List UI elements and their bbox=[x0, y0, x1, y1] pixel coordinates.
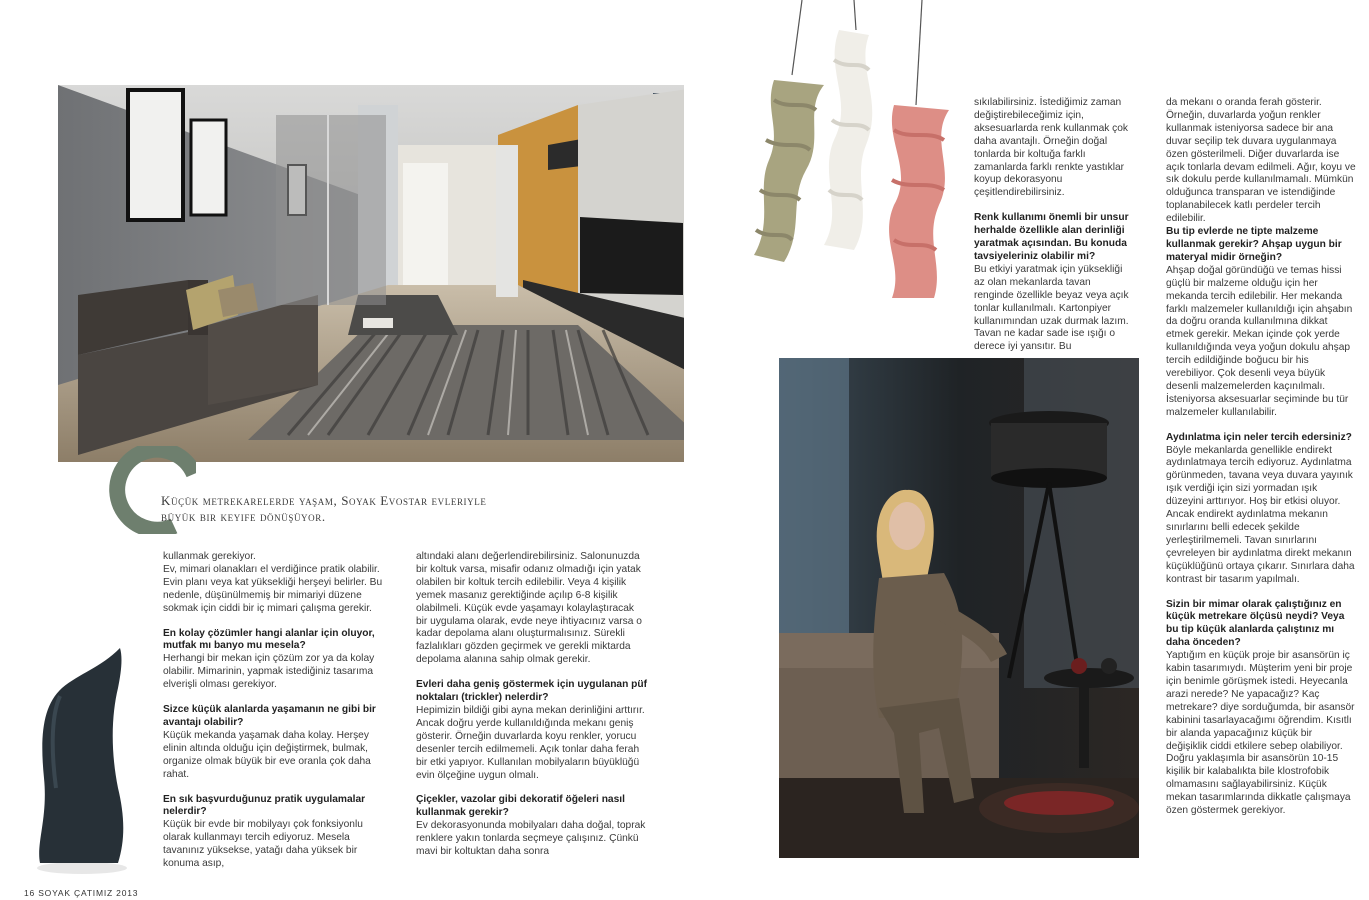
answer: Böyle mekanlarda genellikle endirekt aydınlatmaya tercih ediyoruz. Aydınlatma görünmeden, tavana veya duvara yayınık ışık verdiği için sizi yormadan ışık düzeyini arttırıyor. Hoş bir etkisi oluyor. Ancak endirekt aydınlatma mekanın sınırlarını belli edecek şekilde yerleştirilmemeli. Tavan sınırlarını çevreleyen bir aydınlatma direkt mekanın küçüklüğünü ortaya çıkarır. Sınırlara daha kontrast bir tasarım yapılmalı. bbox=[1166, 444, 1355, 585]
qa-block bbox=[163, 704, 393, 781]
col-intro: kullanmak gerekiyor. Ev, mimari olanakları el verdiğince pratik olabilir. Evin planı veya kat yüksekliği herşeyi belirler. Bu nedenle, düşünülmemiş bir mimariyi düzene sokmak için ciddi bir iç mimari çalışma gerekir. bbox=[163, 551, 383, 614]
question: Sizin bir mimar olarak çalıştığınız en küçük metrekare ölçüsü neydi? Veya bu tip küçük alanlarda çalıştınız mı daha önceden? bbox=[1166, 598, 1345, 649]
answer: Yaptığım en küçük proje bir asansörün iç kabin tasarımıydı. Müşterim yeni bir proje için benimle görüşmek istedi. Heyecanla arazi nerede? Ne yapacağız? Kaç metrekare? diye sorduğumda, bir asansör kabinini tasarlayacağımı öğrendim. Kısıtlı bir alanda yapacağınız küçük bir değişiklik ciddi etkilere sebep olabiliyor. Doğru yaklaşımla bir asansörün 10-15 kişilik bir kalabalıkta bile klostrofobik olmamasını sağlayabilirsiniz. Küçük mekan tasarımlarında dikkatle çalışmaya özen göstermek gerekiyor. bbox=[1166, 650, 1355, 817]
qa-block bbox=[416, 679, 648, 782]
question: Renk kullanımı önemli bir unsur herhalde özellikle alan derinliği yaratmak açısından. Bu konuda tavsiyeleriniz olabilir mi? bbox=[974, 212, 1129, 262]
living-room-photo bbox=[58, 85, 715, 462]
left-page bbox=[0, 0, 684, 900]
answer: Küçük bir evde bir mobilyayı çok fonksiyonlu olarak kullanmayı tercih ediyoruz. Mesela tavanınız yüksekse, yatağı daha yüksek bir konuma asıp, bbox=[163, 819, 363, 870]
right-page bbox=[684, 0, 1369, 900]
qa-block bbox=[163, 794, 393, 871]
question: Sizce küçük alanlarda yaşamanın ne gibi bir avantajı olabilir? bbox=[163, 704, 376, 728]
caption-line-2: büyük bir keyife dönüşüyor. bbox=[161, 509, 326, 524]
col-intro: da mekanı o oranda ferah gösterir. Örneğin, duvarlarda yoğun renkler kullanmak isteniyorsa sadece bir ana duvar seçilip tek duvara uygulanmaya özen gösterilmeli. Diğer duvarlarda ise açık tonlarla devam edilmeli. Ağır, koyu ve sık dokulu perde kullanılmamalı. Mümkün olduğunca transparan ve istendiğinde toplanabilecek katlı perdeler tercih edilebilir. bbox=[1166, 97, 1356, 225]
right-column-1 bbox=[974, 97, 1132, 366]
qa-block bbox=[1166, 432, 1356, 587]
question: Çiçekler, vazolar gibi dekoratif öğeleri nasıl kullanmak gerekir? bbox=[416, 794, 625, 819]
vase-photo bbox=[0, 628, 160, 880]
answer: Ahşap doğal göründüğü ve temas hissi güçlü bir malzeme olduğu için her mekanda tercih edilebilir. Her mekanda farklı malzemeler kullanıldığı için ahşabın da doğru oranda kullanılmına dikkat etmek gerekir. Mekan içinde çok yerde kullanıldığında veya yoğun dokulu ahşap tercih edildiğinde boğucu bir his verebiliyor. Çok desenli veya büyük desenli malzemelerden kaçınılmalı. İsteniyorsa aksesuarlar seçiminde bu tür malzemeler kullanılabilir. bbox=[1166, 264, 1353, 418]
left-column-1 bbox=[163, 551, 393, 883]
answer: Ev dekorasyonunda mobilyaları daha doğal, toprak renklere yakın tonlarda seçmeye çalışınız. Çünkü mavi bir koltuktan daha sonra bbox=[416, 820, 646, 858]
answer: Hepimizin bildiği gibi ayna mekan derinliğini arttırır. Ancak doğru yerde kullanıldığında mekanı geniş gösterir. Örneğin duvarlarda koyu renkler, yorucu desenler tercih edilmemeli. Açık tonlar daha ferah bir etki yapıyor. Kullanılan mobilyaların büyüklüğü evin ölçeğine uygun olmalı. bbox=[416, 704, 645, 781]
answer: Herhangi bir mekan için çözüm zor ya da kolay olabilir. Mimarinin, yapmak istediğiniz tasarıma elverişli olması gerekiyor. bbox=[163, 653, 375, 691]
page-folio: 16 SOYAK ÇATIMIZ 2013 bbox=[24, 888, 139, 898]
answer: Küçük mekanda yaşamak daha kolay. Herşey elinin altında olduğu için değiştirmek, bulmak, organize olmak büyük bir eve oranla çok daha rahat. bbox=[163, 729, 371, 780]
answer: Bu etkiyi yaratmak için yüksekliği az olan mekanlarda tavan renginde özellikle beyaz veya açık tonlar kullanılmalı. Kartonpiyer kullanımından uzak durmak lazım. Tavan ne kadar sade ise ışığı o derece iyi yansıtır. Bu bbox=[974, 263, 1129, 353]
qa-block bbox=[1166, 226, 1356, 420]
question: Bu tip evlerde ne tipte malzeme kullanmak gerekir? Ahşap uygun bir materyal midir örneğin? bbox=[1166, 226, 1342, 263]
question: En kolay çözümler hangi alanlar için oluyor, mutfak mı banyo mu mesela? bbox=[163, 627, 375, 652]
col-intro: sıkılabilirsiniz. İstediğimiz zaman değiştirebileceğimiz için, aksesuarlarda renk kullanmak çok daha avantajlı. Örneğin doğal tonlarda bir koltuğa farklı zamanlarda farklı renkte yastıklar koyup dekorasyonu çeşitlendirebilirsiniz. bbox=[974, 97, 1129, 199]
qa-block bbox=[416, 794, 648, 859]
architect-portrait-photo bbox=[779, 358, 1139, 858]
qa-block bbox=[1166, 599, 1356, 818]
question: Evleri daha geniş göstermek için uygulanan püf noktaları (trickler) nelerdir? bbox=[416, 679, 647, 704]
left-column-2 bbox=[416, 551, 648, 871]
qa-block bbox=[163, 628, 393, 693]
col-intro: altındaki alanı değerlendirebilirsiniz. Salonunuzda bir koltuk varsa, misafir odanız olmadığı için yatak olabilen bir koltuk tercih edilebilir. Veya 4 kişilik yemek masanız gerektiğinde açılıp 6-8 kişilik olabilmeli. Küçük evde yaşamayı kolaylaştıracak bir uygulama olarak, evde neye ihtiyacınız varsa o kadar depolama alanı oluşturmalısınız. Sürekli fazlalıkları gözden geçirmek ve gerekli miktarda depolama alanına sahip olmak gerekir. bbox=[416, 551, 642, 666]
qa-block bbox=[974, 212, 1132, 354]
question: En sık başvurduğunuz pratik uygulamalar nelerdir? bbox=[163, 793, 366, 818]
photo-caption bbox=[161, 493, 561, 525]
question: Aydınlatma için neler tercih edersiniz? bbox=[1166, 431, 1352, 443]
caption-line-1: Küçük metrekarelerde yaşam, Soyak Evostar evleriyle bbox=[161, 493, 487, 508]
right-column-2 bbox=[1166, 97, 1356, 830]
pendant-lamps-photo bbox=[744, 0, 984, 305]
